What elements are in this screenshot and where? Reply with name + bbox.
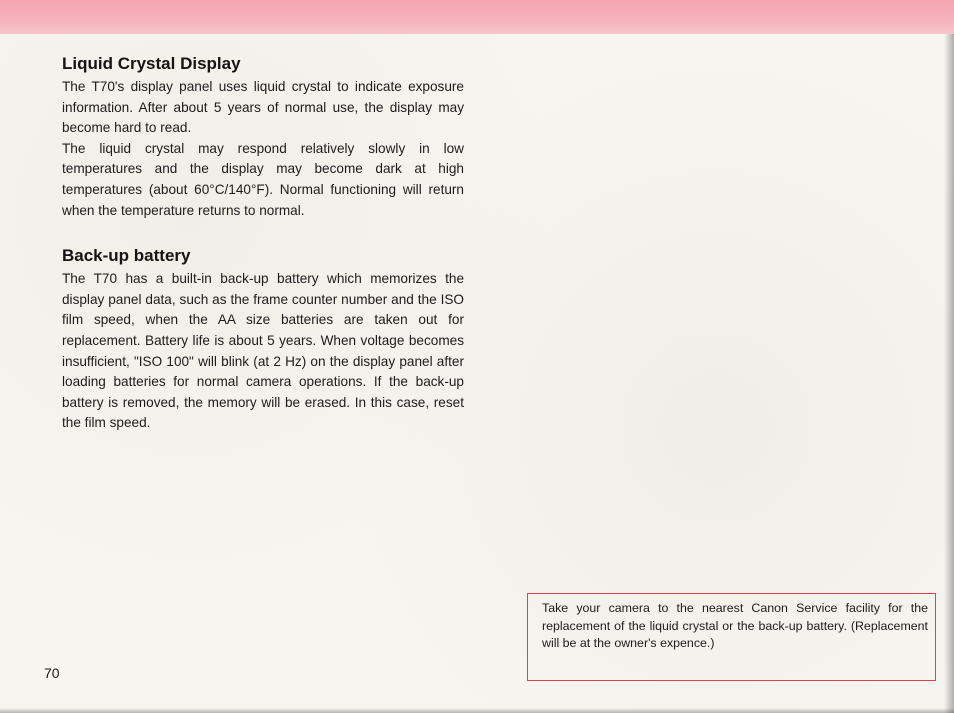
section-paragraph: The T70's display panel uses liquid crystal to indicate exposure information. After about 5 years of normal use, the display may become hard to read. (62, 79, 464, 136)
section-paragraph: The liquid crystal may respond relatively slowly in low temperatures and the display may become dark at high temperatures (about 60°C/140°F). Normal functioning will return when the temperature returns to normal. (62, 140, 464, 218)
page-bottom-shadow (0, 708, 954, 713)
main-text-column (62, 53, 464, 434)
page-number: 70 (44, 665, 60, 681)
service-notice-text: Take your camera to the nearest Canon Service facility for the replacement of the liquid crystal or the back-up battery. (Replacement will be at the owner's expence.) (542, 601, 928, 651)
section-heading-lcd: Liquid Crystal Display (62, 54, 241, 73)
section-heading-backup-battery: Back-up battery (62, 246, 191, 266)
top-color-band (0, 0, 954, 34)
service-notice-box (527, 593, 936, 681)
page-edge-shadow (944, 34, 954, 713)
section-paragraph: The T70 has a built-in back-up battery which memorizes the display panel data, such as the frame counter number and the ISO film speed, when the AA size batteries are taken out for replacement. Battery life is about 5 years. When voltage becomes insufficient, "ISO 100" will blink (at 2 Hz) on the display panel after loading batteries for normal camera operations. If the back-up battery is removed, the memory will be erased. In this case, reset the film speed. (62, 271, 464, 431)
